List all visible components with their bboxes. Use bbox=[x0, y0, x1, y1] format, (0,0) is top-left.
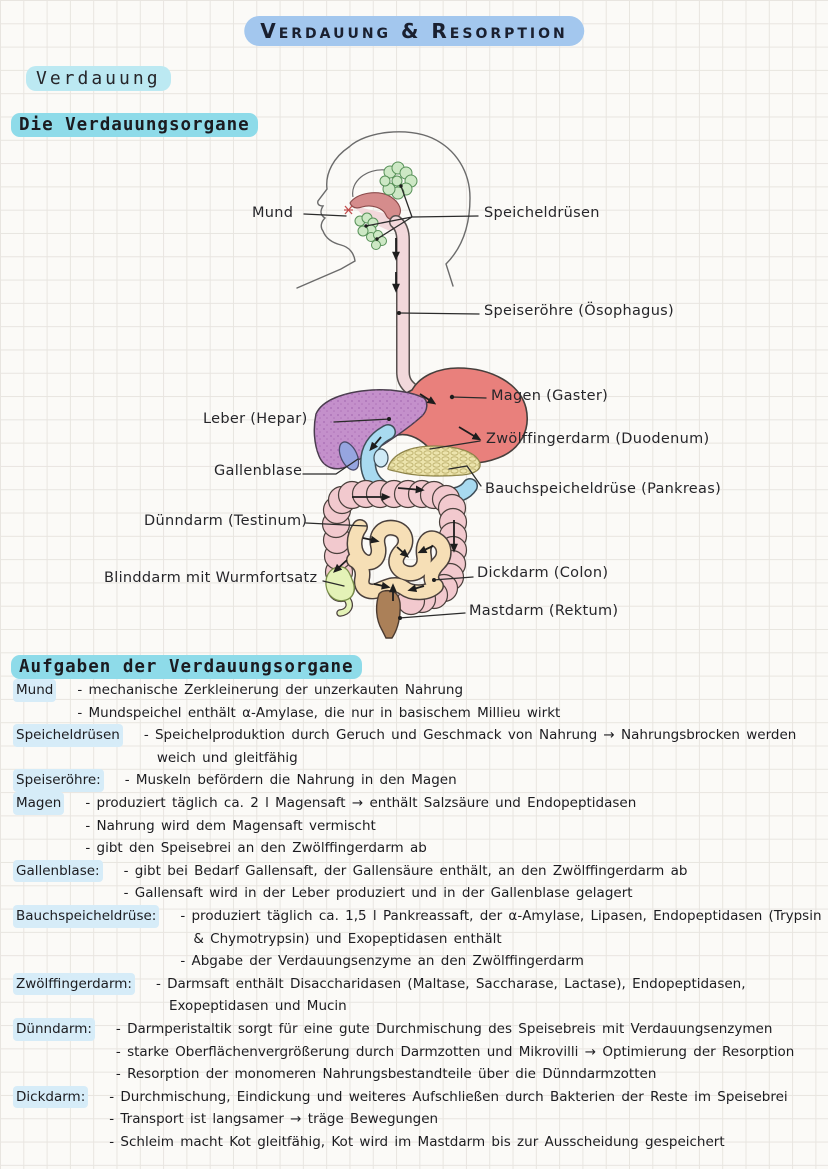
organ-items bbox=[143, 973, 823, 1018]
task-section bbox=[13, 905, 823, 973]
task-section bbox=[13, 860, 823, 905]
organ-label: Gallenblase: bbox=[13, 860, 103, 883]
organ-items bbox=[64, 679, 823, 724]
task-item: - Darmsaft enthält Disaccharidasen (Maltase, Saccharase, Lactase), Endopeptidasen, Exopeptidasen und Mucin bbox=[155, 975, 746, 1015]
heading-verdauung: Verdauung bbox=[26, 66, 171, 91]
task-item: - starke Oberflächenvergrößerung durch Darmzotten und Mikrovilli → Optimierung der Resorption bbox=[115, 1043, 795, 1060]
task-section bbox=[13, 724, 823, 769]
organ-label: Speiseröhre: bbox=[13, 769, 104, 792]
small-intestine-shape bbox=[354, 527, 444, 592]
task-section bbox=[13, 769, 823, 792]
task-item: - gibt den Speisebrei an den Zwölffingerdarm ab bbox=[85, 840, 427, 857]
diagram-label-zwoelffingerdarm: Zwölffingerdarm (Duodenum) bbox=[486, 431, 710, 447]
diagram-label-blinddarm: Blinddarm mit Wurmfortsatz bbox=[104, 570, 318, 586]
task-item: - produziert täglich ca. 1,5 l Pankreassaft, der α-Amylase, Lipasen, Endopeptidasen (Trypsin & Chymotrypsin) und Exopeptidasen enthält bbox=[180, 907, 822, 947]
organ-label: Speicheldrüsen bbox=[13, 724, 123, 747]
organ-label: Bauchspeicheldrüse: bbox=[13, 905, 159, 928]
task-section bbox=[13, 792, 823, 860]
task-item: - Abgabe der Verdauungsenzyme an den Zwölffingerdarm bbox=[180, 953, 584, 970]
lips-mark bbox=[344, 206, 353, 214]
task-item: - Muskeln befördern die Nahrung in den Magen bbox=[124, 772, 457, 789]
task-item: - produziert täglich ca. 2 l Magensaft → enthält Salzsäure und Endopeptidasen bbox=[85, 794, 637, 811]
task-section bbox=[13, 679, 823, 724]
organ-label: Dickdarm: bbox=[13, 1086, 88, 1109]
organ-label: Mund bbox=[13, 679, 56, 702]
heading-aufgaben: Aufgaben der Verdauungsorgane bbox=[11, 655, 362, 679]
diagram-label-speiseroehre: Speiseröhre (Ösophagus) bbox=[484, 303, 674, 319]
organ-label: Zwölffingerdarm: bbox=[13, 973, 135, 996]
diagram-label-duenndarm: Dünndarm (Testinum) bbox=[144, 513, 308, 529]
organ-label: Dünndarm: bbox=[13, 1018, 95, 1041]
diagram-label-gallenblase: Gallenblase bbox=[214, 463, 303, 479]
esophagus-shape bbox=[396, 222, 414, 391]
diagram-label-dickdarm: Dickdarm (Colon) bbox=[477, 565, 609, 581]
organ-items bbox=[131, 724, 823, 769]
duodenum-loop bbox=[374, 449, 388, 467]
task-item: - Gallensaft wird in der Leber produziert und in der Gallenblase gelagert bbox=[123, 885, 633, 902]
task-item: - Resorption der monomeren Nahrungsbestandteile über die Dünndarmzotten bbox=[115, 1066, 657, 1083]
task-item: - Nahrung wird dem Magensaft vermischt bbox=[85, 817, 376, 834]
organ-items bbox=[96, 1086, 823, 1154]
task-section bbox=[13, 1086, 823, 1154]
task-item: - Mundspeichel enthält α-Amylase, die nur in basischem Millieu wirkt bbox=[77, 704, 561, 721]
task-item: - Darmperistaltik sorgt für eine gute Durchmischung des Speisebreis mit Verdauungsenzymen bbox=[115, 1020, 773, 1037]
task-item: - Speichelproduktion durch Geruch und Geschmack von Nahrung → Nahrungsbrocken werden weich und gleitfähig bbox=[143, 727, 797, 766]
task-item: - gibt bei Bedarf Gallensaft, der Gallensäure enthält, an den Zwölffingerdarm ab bbox=[123, 862, 688, 879]
diagram-label-magen: Magen (Gaster) bbox=[491, 388, 609, 404]
organ-label: Magen bbox=[13, 792, 64, 815]
organ-items bbox=[111, 860, 823, 905]
rectum-shape bbox=[377, 591, 401, 638]
task-section bbox=[13, 1018, 823, 1086]
diagram-label-bauchspeicheldruese: Bauchspeicheldrüse (Pankreas) bbox=[485, 481, 722, 497]
task-item: - mechanische Zerkleinerung der unzerkauten Nahrung bbox=[77, 682, 464, 698]
diagram-label-leber: Leber (Hepar) bbox=[203, 411, 308, 427]
organ-items bbox=[72, 792, 823, 860]
heading-verdauungsorgane: Die Verdauungsorgane bbox=[11, 113, 258, 137]
organ-items bbox=[103, 1018, 823, 1086]
diagram-label-mastdarm: Mastdarm (Rektum) bbox=[469, 603, 619, 619]
task-item: - Schleim macht Kot gleitfähig, Kot wird im Mastdarm bis zur Ausscheidung gespeichert bbox=[109, 1133, 725, 1150]
page-title: Verdauung & Resorption bbox=[244, 16, 584, 46]
organ-items bbox=[112, 769, 823, 792]
diagram-label-mund: Mund bbox=[252, 205, 294, 221]
appendix-shape bbox=[326, 567, 354, 613]
task-section bbox=[13, 973, 823, 1018]
task-item: - Durchmischung, Eindickung und weiteres Aufschließen durch Bakterien der Reste im Speisebrei bbox=[109, 1088, 788, 1105]
organ-items bbox=[167, 905, 823, 973]
diagram-label-speicheldruesen: Speicheldrüsen bbox=[484, 205, 600, 221]
tasks-list bbox=[13, 679, 823, 1153]
task-item: - Transport ist langsamer → träge Bewegungen bbox=[109, 1111, 439, 1128]
